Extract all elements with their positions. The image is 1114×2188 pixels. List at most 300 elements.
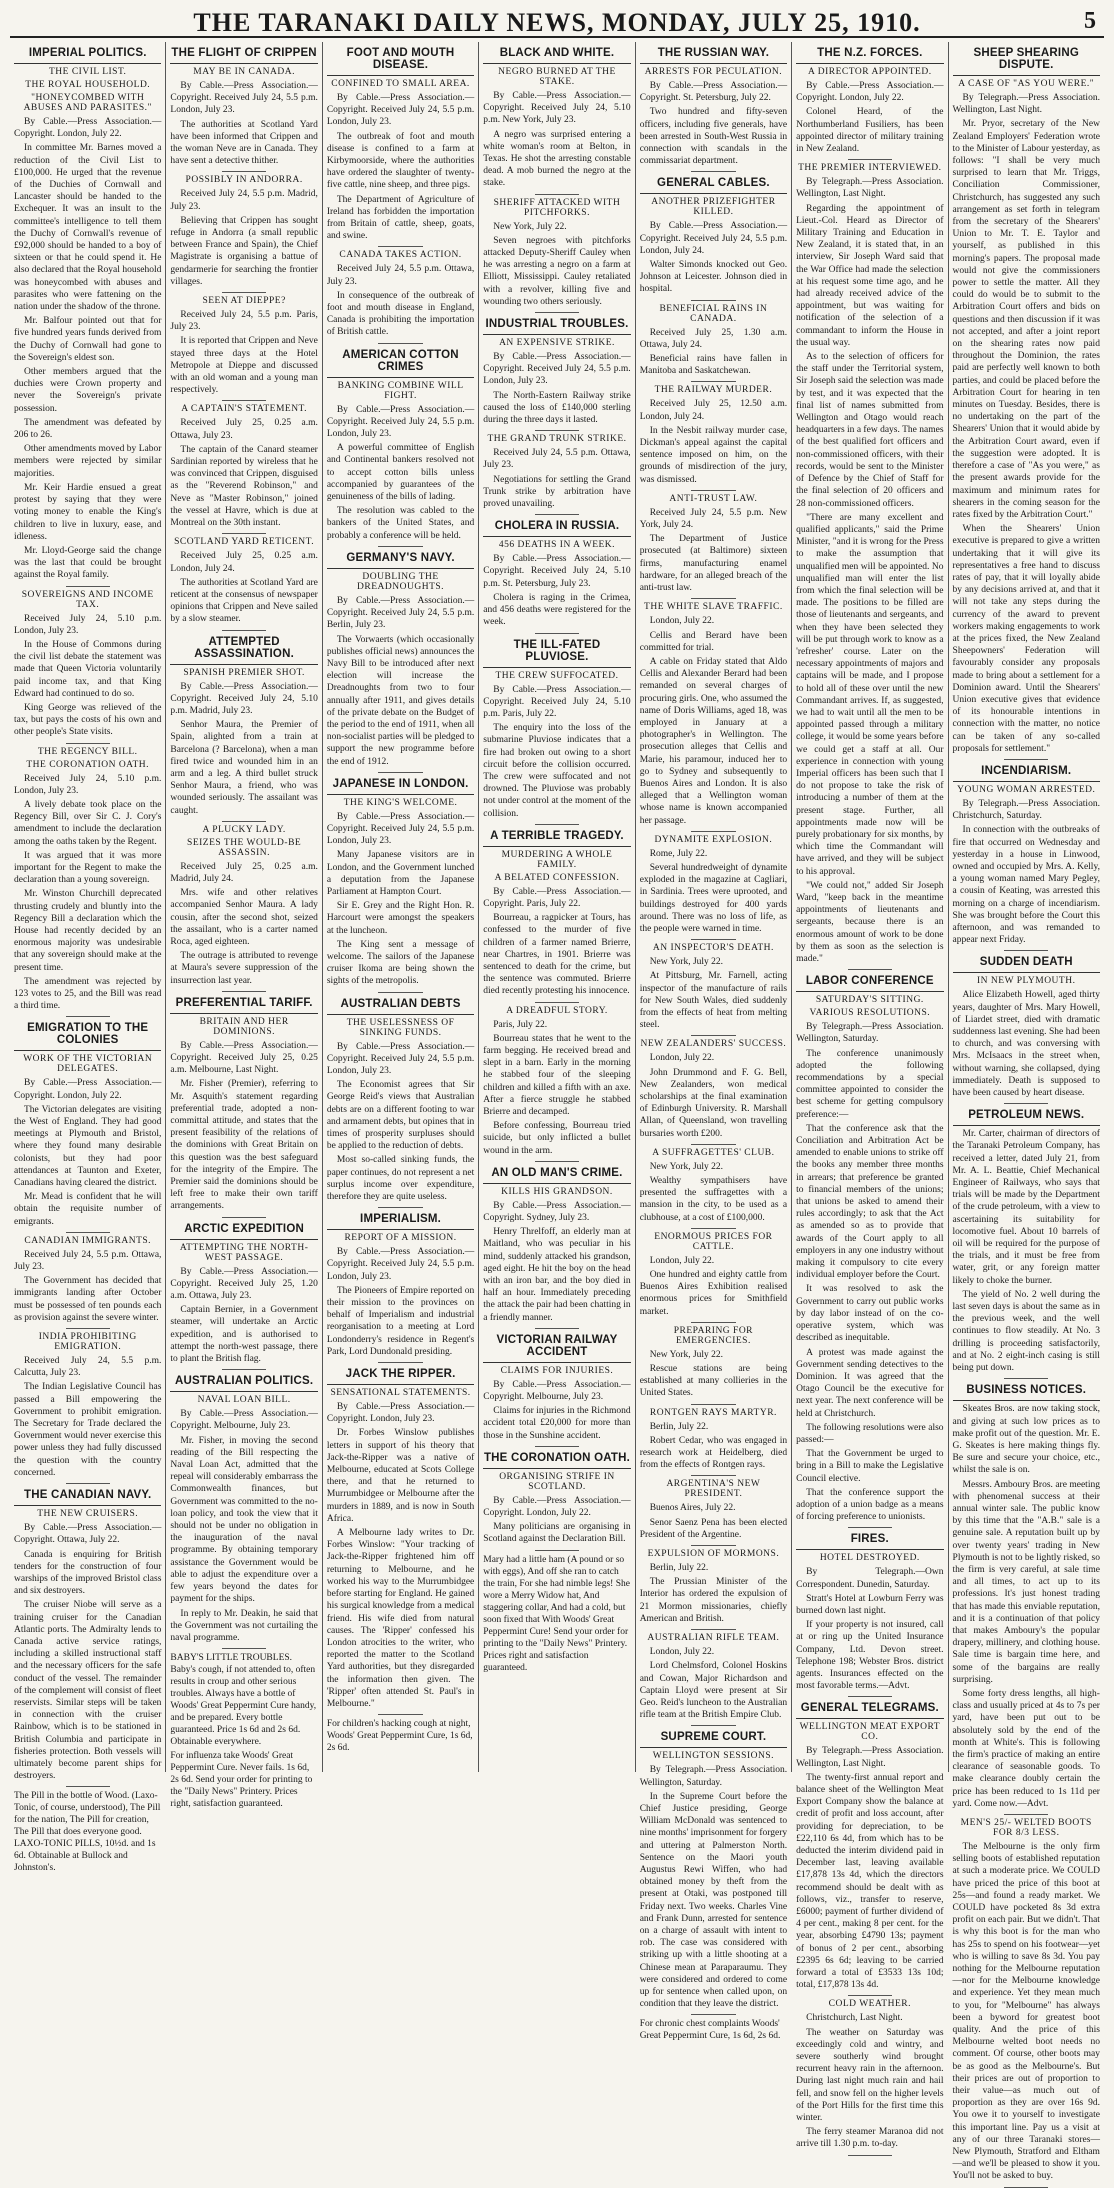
- article-divider: [691, 1545, 735, 1546]
- article-paragraph: By Cable.—Press Association.—Copyright. Melbourne, July 23.: [170, 1409, 318, 1432]
- article-headline: VICTORIAN RAILWAY ACCIDENT: [483, 1334, 630, 1363]
- article-paragraph: The Economist agrees that Sir George Reid's views that Australian debts are on a different footing to war and armament debts, but opines that in times of prosperity surpluses should be applied to the reduction of debts.: [326, 1080, 475, 1152]
- column: [166, 42, 322, 1810]
- article-paragraph: By Cable.—Press Association.—Copyright. London, July 22.: [14, 1078, 162, 1101]
- article: [796, 1999, 943, 2150]
- article-paragraph: Mr. Carter, chairman of directors of the Taranaki Petroleum Company, has received a letter, dated July 21, from Mr. A. L. Beattie, Chief Mechanical Engineer of Railways, who says that trials will be made by the Department of the crude petroleum, with a view to ascertaining its suitability for locomotive fuel. About 10 barrels of oil will be required for the purpose of the trials, and it must be free from water, grit, or any foreign matter likely to choke the burner.: [952, 1129, 1100, 1286]
- article-paragraph: Lord Chelmsford, Colonel Hoskins and Cowan, Major Richardson and Captain Lloyd were present at Sir Geo. Reid's luncheon to the Australian rifle team at the British Empire Club.: [639, 1661, 788, 1721]
- article-paragraph: Received July 24, 5.10 p.m. London, July 23.: [14, 613, 162, 636]
- article: [640, 385, 787, 485]
- article-headline: SHEEP SHEARING DISPUTE.: [953, 47, 1100, 76]
- article-subheading: BRITAIN AND HER DOMINIONS.: [199, 1016, 289, 1037]
- article-paragraph: By Telegraph.—Press Association. Wellington, Last Night.: [952, 93, 1100, 116]
- article: [327, 552, 474, 768]
- article-paragraph: Stratt's Hotel at Lowburn Ferry was burned down last night.: [796, 1593, 944, 1616]
- article-headline: IMPERIAL POLITICS.: [14, 47, 161, 64]
- article: [796, 1702, 943, 1991]
- article-divider: [378, 772, 422, 773]
- article: [327, 349, 474, 542]
- article-paragraph: Senor Saenz Pena has been elected President of the Argentine.: [639, 1517, 788, 1540]
- article: [170, 636, 317, 817]
- article-paragraph: The amendment was defeated by 206 to 26.: [14, 417, 162, 441]
- article-paragraph: Mr. Balfour pointed out that for five hundred years funds derived from the Duchy of Cornwall had gone to the Sovereign's eldest son.: [14, 316, 162, 363]
- article-divider: [535, 194, 579, 195]
- article-headline: THE ILL-FATED PLUVIOSE.: [483, 639, 630, 668]
- article-subheading: CLAIMS FOR INJURIES.: [500, 1365, 614, 1376]
- article-paragraph: Canada is enquiring for British tenders for the construction of four warships of the improved Bristol class and six destroyers.: [14, 1549, 162, 1597]
- article-subheading: SCOTLAND YARD RETICENT.: [174, 537, 315, 548]
- article: [170, 175, 317, 288]
- article: [640, 1039, 787, 1139]
- article-subheading: WORK OF THE VICTORIAN DELEGATES.: [23, 1054, 153, 1075]
- article-headline: CHOLERA IN RUSSIA.: [483, 520, 630, 537]
- article-subheading: A SUFFRAGETTES' CLUB.: [652, 1147, 775, 1158]
- article-subheading: A CASE OF "AS YOU WERE.": [958, 79, 1095, 89]
- article-subheading: BENEFICIAL RAINS IN CANADA.: [659, 303, 768, 324]
- article-subheading: A CAPTAIN'S STATEMENT.: [181, 404, 308, 415]
- article-divider: [691, 598, 735, 599]
- article: [953, 1818, 1100, 2183]
- article-paragraph: In reply to Mr. Deakin, he said that the Government was not curtailing the naval programme.: [170, 1608, 318, 1643]
- article-divider: [222, 1648, 266, 1649]
- article-subheading: POSSIBLY IN ANDORRA.: [185, 175, 303, 186]
- article-headline: ATTEMPTED ASSASSINATION.: [170, 636, 317, 665]
- article-paragraph: Paris, July 22.: [493, 1019, 548, 1030]
- article-subheading: THE ROYAL HOUSEHOLD.: [25, 80, 151, 90]
- article-paragraph: In connection with the outbreaks of fire that occurred on Wednesday and yesterday in a house in Linwood, owned and occupied by Mrs. A. Kelly, a young woman named Mary Pegley, a cousin of Keating, was arrested this morning on a charge of incendiarism. She was brought before the Court this afternoon, and was remanded to appear next Friday.: [952, 825, 1100, 946]
- masthead-title: THE TARANAKI DAILY NEWS, MONDAY, JULY 25, 1910.: [193, 8, 921, 37]
- article-subheading: SHERIFF ATTACKED WITH PITCHFORKS.: [493, 197, 621, 218]
- article-paragraph: In committee Mr. Barnes moved a reduction of the Civil List to £100,000. He urged that the revenue of the Duchies of Cornwall and Lancaster should be handed to the Exchequer. It was an insult to the committee's intelligence to tell them the Duchy of Cornwall's revenue of £92,000 should be handed to a boy of sixteen or that he could spend it. He also declared that the Royal household was honeycombed with abuses and parasites who were fattening on the nation under the shadow of the throne.: [14, 143, 162, 313]
- article-headline: AMERICAN COTTON CRIMES: [327, 349, 474, 378]
- article-subheading: 456 DEATHS IN A WEEK.: [498, 540, 616, 551]
- article-subheading: DOUBLING THE DREADNOUGHTS.: [357, 571, 445, 592]
- article: [170, 825, 317, 987]
- article-divider: [535, 1002, 579, 1003]
- article-paragraph: In the Supreme Court before the Chief Justice presiding, George William McDonald was sentenced to nine months' imprisonment for forgery and uttering at Palmerston North. Sentence on the Maori youth Augustus Rewi Wiffen, who had obtained money by theft from the present at Otaki, was postponed till Friday next. Two weeks. Charles Vine and Frank Dunn, arrested for sentence on a charge of assault with intent to rob. The case was considered with striking up with a little shooting at a Chinese mean at Paraparaumu. They were considered and ordered to come up for sentence when called upon, on condition that they leave the district.: [639, 1791, 788, 2010]
- article-divider: [378, 992, 422, 993]
- article-divider: [66, 743, 110, 744]
- article-paragraph: Many Japanese visitors are in London, and the Government lunched a deputation from the Japanese Parliament at Hampton Court.: [326, 850, 475, 897]
- article-paragraph: Berlin, July 22.: [649, 1421, 709, 1432]
- article-subheading: YOUNG WOMAN ARRESTED.: [957, 784, 1096, 795]
- article-paragraph: Received July 24, 5.5 p.m. Ottawa, July 23.: [326, 264, 475, 287]
- article-divider: [848, 1527, 892, 1528]
- article-divider: [691, 1322, 735, 1323]
- article-paragraph: Mr. Fisher (Premier), referring to Mr. Asquith's statement regarding preferential trade, adopted a non-committal attitude, and states that the present feasibility of the relations of the dominions with Great Britain on this question was the best safeguard for the integrity of the Empire. The Premier said the dominions should be left free to make their own tariff arrangements.: [170, 1079, 318, 1212]
- article: [640, 602, 787, 826]
- column: [949, 42, 1104, 2182]
- article-divider: [535, 1161, 579, 1162]
- article-divider: [848, 969, 892, 970]
- article-divider: [691, 1475, 735, 1476]
- article-divider: [378, 546, 422, 547]
- article-paragraph: London, July 22.: [649, 1053, 715, 1064]
- article: [953, 765, 1100, 946]
- article-headline: LABOR CONFERENCE: [796, 975, 943, 992]
- article: [170, 1375, 317, 1644]
- article-headline: ARCTIC EXPEDITION: [170, 1223, 317, 1240]
- article-subheading: ANTI-TRUST LAW.: [669, 493, 758, 504]
- article-paragraph: A cable on Friday stated that Aldo Cellis and Alexander Berard had been remanded on several charges of procuring girls. One, who assumed the name of Doris Williams, aged 18, was employed in January at a photographer's in Wellington. The prosecution alleges that Cellis and Marie, his paramour, induced her to go to Sydney and subsequently to Buenos Aires and London. It is also alleged that a Wellington woman whose name is known accompanied her passage.: [639, 656, 788, 826]
- article: [640, 943, 787, 1031]
- article: [640, 1232, 787, 1318]
- article-subheading: VARIOUS RESOLUTIONS.: [809, 1008, 931, 1019]
- article-divider: [66, 1328, 110, 1329]
- article-paragraph: London, July 22.: [649, 1647, 715, 1658]
- article-headline: AUSTRALIAN POLITICS.: [170, 1375, 317, 1392]
- article-subheading: THE REGENCY BILL.: [37, 746, 138, 757]
- article: [327, 47, 474, 242]
- article-divider: [1004, 1103, 1048, 1104]
- article-paragraph: Two hundred and fifty-seven officers, including five generals, have been arrested in South-West Russia in connection with scandals in the commissariat department.: [639, 107, 788, 167]
- article-headline: BLACK AND WHITE.: [483, 47, 630, 64]
- article-paragraph: Mrs. wife and other relatives accompanied Senhor Maura. A lady cousin, after the second shot, seized the assailant, who is a carter named Roca, aged eighteen.: [170, 888, 318, 947]
- article-paragraph: By Cable.—Press Association.—Copyright. Received July 25, 0.25 a.m. Melbourne, Last Night.: [170, 1040, 318, 1076]
- article-paragraph: Believing that Crippen has sought refuge in Andorra (a small republic between France and Spain), the Chief Magistrate is organising a battue of gendarmerie for searching the frontier villages.: [170, 215, 318, 287]
- article-paragraph: A negro was surprised entering a white woman's room at Belton, in Texas. He shot the arresting constable dead. A mob burned the negro at the stake.: [483, 129, 631, 189]
- article-paragraph: The Pioneers of Empire reported on their mission to the provinces on behalf of Imperialism and industrial reorganisation to a meeting at Lord Londonderry's residence in Regent's Park, Lord Dundonald presiding.: [326, 1285, 475, 1357]
- article-paragraph: A Melbourne lady writes to Dr. Forbes Winslow: "Your tracking of Jack-the-Ripper frightened him off returning to Melbourne, and he worked his way to the Murrumbidgee before starting for England. He gained his surgical knowledge from a medical friend. His wife died from natural causes. The 'Ripper' confessed his London atrocities to the writer, who reported the matter to the Scotland Yard authorities, but they disregarded the information then given. The 'Ripper' often attended St. Paul's in Melbourne.": [326, 1528, 475, 1709]
- article-paragraph: It was resolved to ask the Government to carry out public works by day labor instead of on the co-operative system, which was described as inequitable.: [796, 1284, 944, 1344]
- article-paragraph: Cellis and Berard have been committed for trial.: [639, 630, 788, 653]
- article: [953, 1109, 1100, 1374]
- article-paragraph: Messrs. Amboury Bros. are meeting with phenomenal success at their annual winter sale. The public know by this time that the "A.B." sale is a genuine sale. A reputation built up by over twenty years' trading in New Plymouth is not to be lightly risked, so the firm is very careful, at sale time and all times, to act up to its professions. It's just honest trading that has made this enviable reputation, and it is a continuation of that policy that makes Amboury's the popular drapery, millinery, and clothing house. Sale time is bargain time here, and some of the bargains are really surprising.: [952, 1479, 1100, 1685]
- article-subheading: THE CREW SUFFOCATED.: [495, 670, 619, 681]
- article-subheading: THE KING'S WELCOME.: [343, 797, 458, 808]
- article: [953, 47, 1100, 755]
- article: [483, 1006, 630, 1157]
- article-subheading: MURDERING A WHOLE FAMILY.: [501, 849, 613, 870]
- article-divider: [691, 490, 735, 491]
- article-paragraph: Sir E. Grey and the Right Hon. R. Harcourt were amongst the speakers at the luncheon.: [326, 901, 475, 936]
- article-paragraph: By Cable.—Press Association.—Copyright. Received July 24, 5.5 p.m. London, July 23.: [326, 1041, 475, 1076]
- article-paragraph: By Cable.—Press Association.—Copyright. Received July 24, 5.5 p.m. London, July 23.: [170, 81, 318, 116]
- article: [170, 296, 317, 396]
- article-subheading: ENORMOUS PRICES FOR CATTLE.: [654, 1231, 773, 1252]
- article-paragraph: Negotiations for settling the Grand Trunk strike by arbitration have proved unavailing.: [483, 474, 631, 510]
- article-divider: [1004, 1378, 1048, 1379]
- article-divider: [535, 1328, 579, 1329]
- article-paragraph: By Telegraph.—Own Correspondent. Dunedin, Saturday.: [796, 1567, 944, 1590]
- article: [483, 318, 630, 426]
- article: [640, 494, 787, 594]
- article-paragraph: At Pittsburg, Mr. Farnell, acting inspector of the manufacture of rails for New South Wales, died suddenly from the effects of heat from melting steel.: [639, 971, 788, 1031]
- article: [483, 47, 630, 190]
- article-divider: [848, 1696, 892, 1697]
- article-paragraph: Received July 25, 1.30 a.m. Ottawa, July 24.: [639, 327, 788, 350]
- article: [953, 1384, 1100, 1810]
- article-paragraph: Mr. Winston Churchill deprecated thrusting crudely and bluntly into the Regency Bill a declaration which the House had recently decided by an enormous majority was undesirable that any sovereign should make at the present time.: [14, 889, 162, 973]
- article-divider: [222, 630, 266, 631]
- article-subheading: REPORT OF A MISSION.: [344, 1233, 457, 1244]
- article-divider: [691, 1144, 735, 1145]
- article-paragraph: By Telegraph.—Press Association. Wellington, Saturday.: [796, 1022, 944, 1045]
- article-paragraph: If your property is not insured, call at or ring up the United Insurance Company, Ltd. Devon street. Telephone 198; Webster Bros. district agents. Insurances effected on the most favorable terms.—Advt.: [796, 1620, 944, 1692]
- article-paragraph: Colonel Heard, of the Northumberland Fusiliers, has been appointed director of military training in New Zealand.: [796, 107, 944, 155]
- advertisement: BABY'S LITTLE TROUBLES. Baby's cough, if not attended to, often results in croup and other serious troubles. Always have a bottle of Woods' Great Peppermint Cure handy, and be prepared. Every bottle guaranteed. Price 1s 6d and 2s 6d. Obtainable everywhere.: [170, 1653, 317, 1748]
- article-paragraph: London, July 22.: [649, 616, 715, 627]
- article-paragraph: By Cable.—Press Association.—Copyright. Received July 24, 5.10 p.m. New York, July 23.: [483, 91, 631, 126]
- article-paragraph: Received July 24, 5.5 p.m. Madrid, July 23.: [170, 189, 318, 212]
- article-subheading: COLD WEATHER.: [828, 1999, 911, 2010]
- article-paragraph: The authorities at Scotland Yard have been informed that Crippen and the woman Neve are in Canada. They have sent a detective thither.: [170, 119, 318, 167]
- article-paragraph: Received July 24, 5.5 p.m. Calcutta, July 23.: [14, 1356, 162, 1379]
- article-paragraph: Bourreau states that he went to the farm begging. He received bread and slept in a barn. Early in the morning he stabbed four of the sleeping children and killed a fifth with an axe. After a fierce struggle he stabbed Brierre and decamped.: [483, 1033, 631, 1117]
- article-headline: GERMANY'S NAVY.: [327, 552, 474, 569]
- article-headline: THE CORONATION OATH.: [483, 1452, 630, 1469]
- article-headline: IMPERIALISM.: [327, 1213, 474, 1230]
- article-divider: [691, 2014, 735, 2015]
- article-subheading: ORGANISING STRIFE IN SCOTLAND.: [499, 1471, 615, 1492]
- article: [953, 956, 1100, 1099]
- article-subheading: CONFINED TO SMALL AREA.: [331, 79, 470, 89]
- article-headline: BUSINESS NOTICES.: [953, 1384, 1100, 1401]
- article-divider: [222, 1369, 266, 1370]
- article-subheading: CANADA TAKES ACTION.: [339, 250, 462, 261]
- article: [483, 520, 630, 628]
- article: [640, 177, 787, 295]
- article-paragraph: Received July 25, 0.25 a.m. Madrid, July 24.: [170, 861, 318, 884]
- article-paragraph: Before confessing, Bourreau tried suicide, but only inflicted a bullet wound in the arm.: [483, 1121, 631, 1156]
- article-divider: [691, 939, 735, 940]
- article-divider: [848, 2155, 892, 2156]
- article: [640, 1731, 787, 2010]
- article-paragraph: Received July 24, 5.10 p.m. London, July 23.: [14, 773, 162, 796]
- article: [796, 1533, 943, 1692]
- article: [483, 1334, 630, 1442]
- article-headline: SUDDEN DEATH: [953, 956, 1100, 973]
- article-paragraph: The Melbourne is the only firm selling boots of established reputation at such a moderate price. We COULD have priced the price of this boot at 25s—and found a ready market. We COULD have pocketed 8s 3d extra profit on each pair. But we didn't. That is why this boot is for the man who has 25s to spend on his footwear—yet who is willing to save 8s 3d. You pay nothing for the Melbourne reputation—nor for the Melbourne knowledge and experience. Yet they mean much to you, for "Melbourne" has always been a byword for greatest boot quality. And the price of this Melbourne welted boot needs no comment. Of course, other boots may be as good as the Melbourne's. But their prices are out of proportion to their value—as much out of proportion as they are over 16s 9d. You owe it to yourself to investigate this important line. Pay us a visit at any of our three Taranaki stores—New Plymouth, Stratford and Eltham—and we'll be pleased to show it you. You'll not be asked to buy.: [952, 1842, 1100, 2182]
- article-paragraph: By Cable.—Press Association.—Copyright. Melbourne, July 23.: [483, 1379, 631, 1403]
- article-subheading: KILLS HIS GRANDSON.: [501, 1186, 613, 1197]
- article-paragraph: Regarding the appointment of Lieut.-Col. Heard as Director of Military Training and Education in New Zealand, it is stated that, in an interview, Sir Joseph Ward said that the War Office had made the selection at his request some time ago, and he had already received advice of the appointment, but was waiting for notification of the selection of a commandant to inform the House in the usual way.: [796, 203, 944, 348]
- article-headline: GENERAL CABLES.: [640, 177, 787, 194]
- article-subheading: SOVEREIGNS AND INCOME TAX.: [21, 589, 154, 610]
- article-paragraph: When the Shearers' Union executive is prepared to give a written undertaking that it will give its representatives a free hand to discuss rates of pay, that it will loyally abide by any decisions arrived at, and that it will not take any steps during the currency of the award to prevent workers making engagements to work at the prices fixed, the New Zealand Sheepowners' Federation will favourably consider any proposals made to bring about a settlement for a Dominion award. Until the Shearers' Union executive gives that evidence of its honourable intentions in connection with the matter, no notice can be taken of any so-called proposals for settlement.": [952, 524, 1100, 754]
- article-paragraph: Berlin, July 22.: [649, 1563, 709, 1574]
- article-subheading: PREPARING FOR EMERGENCIES.: [673, 1325, 754, 1346]
- article: [483, 1452, 630, 1546]
- article-subheading: SATURDAY'S SITTING.: [815, 995, 924, 1006]
- article-divider: [222, 821, 266, 822]
- article-paragraph: The Prussian Minister of the Interior has ordered the expulsion of 21 Mormon missionaries, chiefly American and British.: [639, 1577, 788, 1624]
- article-paragraph: By Cable.—Press Association.—Copyright. Received July 24, 5.5 p.m. Berlin, July 23.: [326, 595, 475, 631]
- article-divider: [848, 159, 892, 160]
- article-divider: [1004, 1814, 1048, 1815]
- article-paragraph: The outrage is attributed to revenge at Maura's severe suppression of the insurrection last year.: [170, 951, 318, 986]
- article-paragraph: New York, July 22.: [649, 1349, 724, 1360]
- article-subheading: WELLINGTON SESSIONS.: [652, 1751, 774, 1762]
- article: [170, 537, 317, 625]
- article: [640, 1479, 787, 1541]
- article-paragraph: By Cable.—Press Association.—Copyright. London, July 22.: [796, 81, 944, 104]
- article-divider: [691, 1404, 735, 1405]
- article-paragraph: "There are many excellent and qualified applicants," said the Prime Minister, "and it is wrong for the Press to make the assumption that unqualified men will be appointed. No unqualified man will enter the list from which the final selection will be made. The positions to be filled are those of lieutenants and sergeants, and when they have been selected they will be put through work to know as a 'refresher' course. Later on the necessary appointments of majors and captains will be made, and I propose to hold all of these over until the new Commandant arrives. If, as suggested, we had to wait until all the men to be appointed passed through a military college, it would be some years before we could get a staff at all. Our experience in connection with young Imperial officers has been such that I do not propose to take the risk of introducing a number of them at the present stage. Further, all appointments made now will be purely probationary for six months, by which time the Commandant will have arrived, and they will be subject to his approval.: [796, 512, 944, 877]
- article-paragraph: By Cable.—Press Association.—Copyright. Received July 24, 5.5 p.m. London, July 23.: [326, 811, 475, 847]
- article: [170, 1223, 317, 1366]
- article-paragraph: One hundred and eighty cattle from Buenos Aires Exhibition realised enormous prices for Smithfield market.: [639, 1270, 788, 1317]
- article-subheading: IN NEW PLYMOUTH.: [977, 976, 1076, 987]
- column: [636, 42, 792, 2042]
- article-paragraph: New York, July 22.: [649, 1161, 724, 1172]
- article-paragraph: By Cable.—Press Association.—Copyright. London, July 22.: [14, 117, 162, 140]
- article-divider: [378, 1207, 422, 1208]
- article-paragraph: Beneficial rains have fallen in Manitoba and Saskatchewan.: [639, 354, 788, 377]
- article-headline: AUSTRALIAN DEBTS: [327, 998, 474, 1015]
- article: [483, 830, 630, 998]
- article-paragraph: The yield of No. 2 well during the last seven days is about the same as in the previous week, and the well continues to flow steadily. At No. 3 drilling is proceeding satisfactorily, and at No. 2 eight-inch casing is still being put down.: [952, 1289, 1100, 1374]
- article-divider: [848, 1995, 892, 1996]
- article-paragraph: Captain Bernier, in a Government steamer, will undertake an Arctic expedition, and is authorised to attempt the north-west passage, there to plant the British flag.: [170, 1305, 318, 1365]
- article-subheading: SENSATIONAL STATEMENTS.: [330, 1388, 471, 1399]
- article-subheading: ARGENTINA'S NEW PRESIDENT.: [666, 1479, 761, 1500]
- article: [14, 47, 161, 582]
- article-paragraph: Dr. Forbes Winslow publishes letters in support of his theory that Jack-the-Ripper was a native of Melbourne, educated at Scots College there, and that he returned to Murrumbidgee or Melbourne after the murders in 1889, and is now in South Africa.: [326, 1428, 475, 1524]
- article-divider: [691, 831, 735, 832]
- article-divider: [378, 246, 422, 247]
- article-divider: [691, 1035, 735, 1036]
- article-divider: [535, 824, 579, 825]
- article-headline: THE CANADIAN NAVY.: [14, 1489, 161, 1506]
- article-subheading: WELLINGTON MEAT EXPORT CO.: [799, 1722, 941, 1743]
- columns: [10, 42, 1104, 2182]
- article: [640, 835, 787, 935]
- article-paragraph: By Telegraph.—Press Association. Wellington, Saturday.: [639, 1765, 788, 1788]
- article: [14, 590, 161, 739]
- article-paragraph: Wealthy sympathisers have presented the suffragettes with a mansion in the city, to be used as a clubhouse, at a cost of £100,000.: [639, 1176, 788, 1223]
- article-paragraph: By Cable.—Press Association.—Copyright. Received July 24, 5.5 p.m. London, July 23.: [483, 352, 631, 387]
- article-paragraph: Seven negroes with pitchforks attacked Deputy-Sheriff Cauley when he was arresting a negro on a farm at Elliott, Mississippi. Cauley retaliated with a revolver, killing five and wounding two others seriously.: [483, 235, 631, 307]
- article-paragraph: "We could not," added Sir Joseph Ward, "keep back in the meantime appointments of lieutenants and sergeants, because there is an enormous amount of work to be done by them as soon as the selection is made.": [796, 880, 944, 965]
- article-paragraph: A lively debate took place on the Regency Bill, over Sir C. J. Cory's amendment to include the declaration among the oaths taken by the Regent.: [14, 799, 162, 847]
- article-paragraph: Senhor Maura, the Premier of Spain, alighted from a train at Barcelona (? Barcelona), when a man fired twice and wounded him in an arm and a leg. A third bullet struck Senhor Maura, a friend, who was wounded seriously. The assailant was caught.: [170, 720, 318, 816]
- article-headline: GENERAL TELEGRAMS.: [796, 1702, 943, 1719]
- article-paragraph: Robert Cedar, who was engaged in research work at Heidelberg, died from the effects of Rontgen rays.: [639, 1435, 788, 1471]
- article-paragraph: By Cable.—Press Association.—Copyright. St. Petersburg, July 22.: [639, 81, 788, 104]
- article-paragraph: Rome, July 22.: [649, 848, 708, 859]
- article-paragraph: It is reported that Crippen and Neve stayed three days at the Hotel Metropole at Dieppe and discussed with an old woman and a young man respectively.: [170, 336, 318, 396]
- article-subheading: DYNAMITE EXPLOSION.: [654, 834, 773, 845]
- article-paragraph: The amendment was rejected by 123 votes to 25, and the Bill was read a third time.: [14, 976, 162, 1012]
- article-paragraph: The weather on Saturday was exceedingly cold and wintry, and severe southerly wind brought recurrent heavy rain in the afternoon. During last night much rain and hail fell, and snow fell on the higher levels of the Port Hills for the first time this winter.: [796, 2027, 944, 2124]
- article-subheading: NEW ZEALANDERS' SUCCESS.: [640, 1039, 787, 1050]
- article-paragraph: The twenty-first annual report and balance sheet of the Wellington Meat Export Company show the balance at credit of profit and loss account, after providing for depreciation, to be £22,110 6s 4d, from which has to be deducted the interim dividend paid in December last, leaving available £17,878 13s 4d, which the directors recommend should be dealt with as follows, viz., transfer to reserve, £6000; payment of further dividend of 4 per cent., making 8 per cent. for the year, absorbing £4790 13s; payment of bonus of 2 per cent., absorbing £2395 6s 6d; leaving to be carried forward a total of £3533 13s 10d; total, £17,878 13s 4d.: [796, 1772, 944, 1991]
- article: [483, 1167, 630, 1324]
- article: [796, 163, 943, 965]
- article: [640, 1408, 787, 1472]
- article-paragraph: By Cable.—Press Association.—Copyright. London, July 22.: [483, 1495, 631, 1519]
- article-subheading: THE RAILWAY MURDER.: [654, 385, 773, 396]
- article: [170, 997, 317, 1213]
- article-paragraph: As to the selection of officers for the staff under the Territorial system, Sir Joseph said the selection was made by test, and it was expected that the final list of names submitted from Wellington and Otago would reach headquarters in a few days. The names of the best qualified fort officers and non-commissioned officers, with their records, would be sent to the Minister of Defence by the Chief of Staff for the final selection of 20 officers and 28 non-commissioned officers.: [796, 352, 944, 509]
- article-paragraph: Many politicians are organising in Scotland against the Declaration Bill.: [483, 1522, 631, 1545]
- article-paragraph: Claims for injuries in the Richmond accident total £20,000 for more than those in the Sunshine accident.: [483, 1406, 631, 1441]
- article-paragraph: Walter Simonds knocked out Geo. Johnson at Leicester. Johnson died in hospital.: [639, 260, 788, 295]
- article-paragraph: The Indian Legislative Council has passed a Bill empowering the Government to prohibit emigration. The Secretary for Trade declared the Government would never exercise this power unless they had fully discussed the question with the country concerned.: [14, 1382, 162, 1478]
- article: [640, 304, 787, 378]
- article-paragraph: Received July 24, 5.5 p.m. Paris, July 23.: [170, 310, 318, 333]
- article-paragraph: That the Government be urged to bring in a Bill to make the Legislative Council elective.: [796, 1449, 944, 1484]
- article-divider: [535, 312, 579, 313]
- article: [14, 1236, 161, 1324]
- article-divider: [535, 1446, 579, 1447]
- column: [10, 42, 166, 1874]
- article-subheading: A BELATED CONFESSION.: [494, 872, 620, 883]
- article: [327, 1368, 474, 1710]
- article-subheading: EXPULSION OF MORMONS.: [647, 1549, 780, 1560]
- article-subheading: "HONEYCOMBED WITH ABUSES AND PARASITES.": [23, 93, 152, 113]
- article: [796, 47, 943, 155]
- masthead: [10, 6, 1104, 38]
- article-paragraph: Mr. Keir Hardie ensued a great protest by saying that they were voting money to enable the King's children to live in luxury, ease, and idleness.: [14, 482, 162, 542]
- article-paragraph: Mr. Lloyd-George said the change was the last that could be brought against the Royal family.: [14, 545, 162, 581]
- article-paragraph: King George was relieved of the tax, but pays the costs of his own and other people's State visits.: [14, 702, 162, 738]
- article-subheading: ANOTHER PRIZEFIGHTER KILLED.: [651, 197, 776, 218]
- article-paragraph: The Government has decided that immigrants landing after October must be possessed of ten pounds each as provision against the severe winter.: [14, 1276, 162, 1323]
- article-paragraph: Other amendments moved by Labor members were rejected by similar majorities.: [14, 444, 162, 479]
- article: [327, 1213, 474, 1358]
- article-subheading: THE USELESSNESS OF SINKING FUNDS.: [346, 1017, 455, 1038]
- article-divider: [1004, 759, 1048, 760]
- article-paragraph: Received July 25, 0.25 a.m. Ottawa, July 23.: [170, 418, 318, 441]
- article: [640, 47, 787, 167]
- article-paragraph: By Cable.—Press Association.—Copyright. Sydney, July 23.: [483, 1200, 631, 1223]
- article-paragraph: The Department of Agriculture of Ireland has forbidden the importation from Britain of cattle, sheep, goats, and swine.: [326, 194, 475, 242]
- article-divider: [535, 633, 579, 634]
- article-paragraph: Mr. Mead is confident that he will obtain the requisite number of emigrants.: [14, 1192, 162, 1227]
- article-subheading: BANKING COMBINE WILL FIGHT.: [337, 380, 464, 401]
- article-divider: [66, 1786, 110, 1787]
- article-headline: FOOT AND MOUTH DISEASE.: [327, 47, 474, 76]
- article-paragraph: London, July 22.: [649, 1255, 715, 1266]
- article-paragraph: Received July 24, 5.5 p.m. Ottawa, July 23.: [483, 448, 631, 471]
- column: [479, 42, 635, 1772]
- article-headline: AN OLD MAN'S CRIME.: [483, 1167, 630, 1184]
- article-headline: EMIGRATION TO THE COLONIES: [14, 1022, 161, 1051]
- article: [483, 639, 630, 820]
- article-paragraph: The authorities at Scotland Yard are reticent at the consensus of newspaper opinions that Crippen and Neve sailed by a slow steamer.: [170, 577, 318, 625]
- article-paragraph: That the conference support the adoption of a union badge as a means of forcing preference to unionists.: [796, 1487, 944, 1523]
- advertisement: For chronic chest complaints Woods' Great Peppermint Cure, 1s 6d, 2s 6d.: [639, 2019, 781, 2042]
- article-divider: [66, 1232, 110, 1233]
- article-paragraph: Mr. Pryor, secretary of the New Zealand Employers' Federation wrote to the Minister of Labour yesterday, as follows: "I shall be very much surprised to learn that Mr. Triggs, Conciliation Commissioner, Christchurch, has suggested any such arrangement as set forth in telegram from the secretary of the Shearers' Union to Mr. T. E. Taylor and yourself, as published in this morning's papers. The proposal made would not give the commissioners power to settle the matter. All they could do would be to submit to the Arbitration Court offers and bids on questions and then discussion if it was not accepted, and after a joint report on the shearing rates now paid throughout the Dominion, the rates paid are perfectly well known to both parties, and could be placed before the Arbitration Court for hearing in ten minutes on Tuesday. Besides, there is no undertaking on the part of the Shearers' Union that it would abide by the Arbitration Court award, even if the suggestion were adopted. It is therefore a case of "As you were," as the present awards provide for the maximum and minimum rates for shearers in the coming season for the rates fixed by the Arbitration Court.": [952, 119, 1100, 520]
- article-paragraph: Some forty dress lengths, all high-class and usually priced at 4s to 7s per yard, have been put out to be absolutely sold by the end of the month at White's. This is following the firm's practice of making an entire clearance of seasonable goods. To make clearance doubly certain the price has been reduced to 1s 11d per yard. Come now.—Advt.: [952, 1688, 1100, 1809]
- article-paragraph: Received July 24, 5.5 p.m. New York, July 24.: [639, 507, 788, 531]
- article-subheading: A DIRECTOR APPOINTED.: [808, 67, 932, 77]
- article-divider: [66, 1483, 110, 1484]
- article-subheading: THE NEW CRUISERS.: [37, 1509, 139, 1520]
- article-subheading: AN INSPECTOR'S DEATH.: [652, 943, 774, 954]
- article-paragraph: By Cable.—Press Association.—Copyright. Received July 24, 5.5 p.m. London, July 24.: [639, 221, 788, 256]
- article-divider: [66, 1016, 110, 1017]
- article-paragraph: The Department of Justice prosecuted (at Baltimore) sixteen firms, manufacturing enamel hardware, for an alleged breach of the anti-trust law.: [639, 534, 788, 594]
- article-subheading: NEGRO BURNED AT THE STAKE.: [498, 67, 616, 87]
- article-paragraph: By Cable.—Press Association.—Copyright. Received July 24, 5.5 p.m. London, July 23.: [326, 1247, 475, 1282]
- article-divider: [691, 1725, 735, 1726]
- article-paragraph: Received July 24, 5.5 p.m. Ottawa, July 23.: [14, 1249, 162, 1273]
- article: [170, 47, 317, 167]
- article: [327, 778, 474, 988]
- article-paragraph: In consequence of the outbreak of foot and mouth disease in England, Canada is prohibiting the importation of British cattle.: [326, 290, 475, 338]
- article-paragraph: The Vorwaerts (which occasionally publishes official news) announces the Navy Bill to be introduced after next election will increase the Dreadnoughts from two to four annually after 1911, and gives details of the private debate on the Budget of the period to the end of 1911, when all non-socialist parties will be pledged to support the new programme before the end of 1912.: [326, 634, 475, 767]
- article-paragraph: The resolution was cabled to the bankers of the United States, and probably a conference will be held.: [326, 506, 475, 541]
- article-subheading: THE CIVIL LIST.: [49, 67, 127, 77]
- article-divider: [691, 171, 735, 172]
- article: [327, 250, 474, 338]
- advertisement: Mary had a little ham (A pound or so with eggs), And off she ran to catch the train, For she had nimble legs! She wore a Merry Widow hat, And staggering collar, And had a cold, but soon fixed that With Woods' Great Peppermint Cure! Send your order for printing to the "Daily News" Printery. Prices right and satisfaction guaranteed.: [483, 1554, 630, 1673]
- article: [14, 747, 161, 1013]
